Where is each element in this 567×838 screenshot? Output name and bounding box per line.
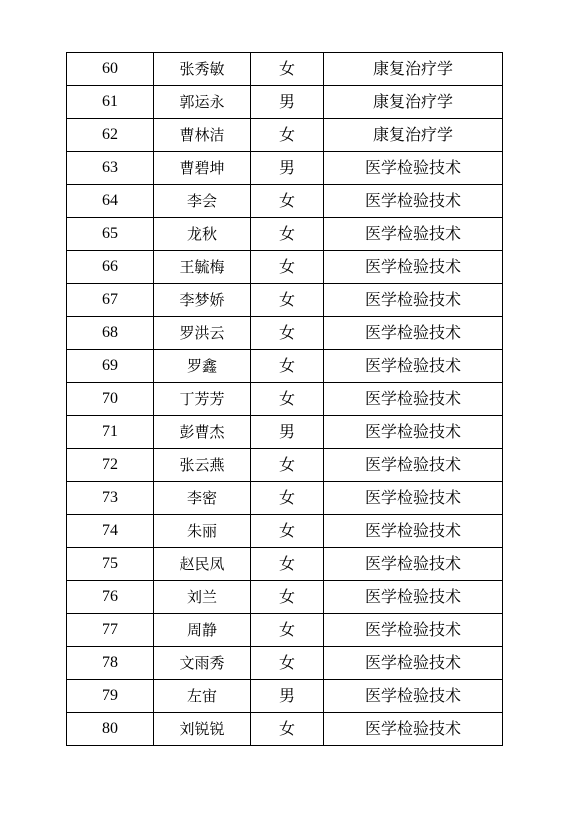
major-cell: 医学检验技术 [324,713,503,746]
table-row [67,515,503,548]
row-number-cell: 60 [67,53,154,86]
gender-cell: 女 [251,647,324,680]
row-number-cell: 77 [67,614,154,647]
gender-cell: 女 [251,548,324,581]
table-row [67,416,503,449]
major-cell: 医学检验技术 [324,647,503,680]
row-number-cell: 63 [67,152,154,185]
table-row [67,185,503,218]
student-name-cell: 丁芳芳 [154,383,251,416]
gender-cell: 女 [251,185,324,218]
major-cell: 医学检验技术 [324,383,503,416]
student-name-cell: 李密 [154,482,251,515]
roster-body [67,53,503,746]
table-row [67,548,503,581]
student-name-cell: 周静 [154,614,251,647]
student-name-cell: 李会 [154,185,251,218]
gender-cell: 男 [251,86,324,119]
major-cell: 医学检验技术 [324,218,503,251]
row-number-cell: 71 [67,416,154,449]
student-name-cell: 彭曹杰 [154,416,251,449]
major-cell: 医学检验技术 [324,317,503,350]
row-number-cell: 68 [67,317,154,350]
student-name-cell: 左宙 [154,680,251,713]
gender-cell: 女 [251,581,324,614]
gender-cell: 男 [251,152,324,185]
row-number-cell: 73 [67,482,154,515]
major-cell: 医学检验技术 [324,416,503,449]
student-name-cell: 张云燕 [154,449,251,482]
gender-cell: 女 [251,350,324,383]
table-row [67,251,503,284]
row-number-cell: 70 [67,383,154,416]
student-name-cell: 龙秋 [154,218,251,251]
table-row [67,218,503,251]
gender-cell: 女 [251,218,324,251]
student-name-cell: 罗鑫 [154,350,251,383]
table-row [67,383,503,416]
row-number-cell: 64 [67,185,154,218]
row-number-cell: 74 [67,515,154,548]
gender-cell: 女 [251,119,324,152]
table-row [67,86,503,119]
student-name-cell: 刘兰 [154,581,251,614]
gender-cell: 女 [251,449,324,482]
row-number-cell: 65 [67,218,154,251]
table-row [67,53,503,86]
table-row [67,482,503,515]
major-cell: 医学检验技术 [324,515,503,548]
table-row [67,581,503,614]
gender-cell: 男 [251,680,324,713]
row-number-cell: 76 [67,581,154,614]
gender-cell: 女 [251,383,324,416]
major-cell: 医学检验技术 [324,548,503,581]
major-cell: 医学检验技术 [324,680,503,713]
student-name-cell: 李梦娇 [154,284,251,317]
gender-cell: 女 [251,317,324,350]
table-row [67,284,503,317]
row-number-cell: 79 [67,680,154,713]
major-cell: 医学检验技术 [324,284,503,317]
row-number-cell: 75 [67,548,154,581]
gender-cell: 女 [251,251,324,284]
student-name-cell: 赵民凤 [154,548,251,581]
table-row [67,317,503,350]
major-cell: 医学检验技术 [324,449,503,482]
gender-cell: 女 [251,614,324,647]
table-row [67,647,503,680]
gender-cell: 女 [251,482,324,515]
major-cell: 康复治疗学 [324,53,503,86]
table-row [67,449,503,482]
major-cell: 医学检验技术 [324,350,503,383]
row-number-cell: 66 [67,251,154,284]
row-number-cell: 61 [67,86,154,119]
gender-cell: 女 [251,53,324,86]
major-cell: 医学检验技术 [324,152,503,185]
student-name-cell: 罗洪云 [154,317,251,350]
student-name-cell: 王毓梅 [154,251,251,284]
row-number-cell: 69 [67,350,154,383]
row-number-cell: 72 [67,449,154,482]
row-number-cell: 78 [67,647,154,680]
major-cell: 康复治疗学 [324,119,503,152]
student-name-cell: 文雨秀 [154,647,251,680]
major-cell: 医学检验技术 [324,581,503,614]
row-number-cell: 62 [67,119,154,152]
table-row [67,713,503,746]
student-name-cell: 朱丽 [154,515,251,548]
student-name-cell: 刘锐锐 [154,713,251,746]
student-name-cell: 张秀敏 [154,53,251,86]
student-roster-table [66,52,503,746]
row-number-cell: 80 [67,713,154,746]
gender-cell: 男 [251,416,324,449]
major-cell: 医学检验技术 [324,614,503,647]
table-row [67,680,503,713]
gender-cell: 女 [251,713,324,746]
table-row [67,350,503,383]
student-name-cell: 曹碧坤 [154,152,251,185]
student-name-cell: 郭运永 [154,86,251,119]
major-cell: 医学检验技术 [324,185,503,218]
table-row [67,119,503,152]
major-cell: 康复治疗学 [324,86,503,119]
major-cell: 医学检验技术 [324,482,503,515]
gender-cell: 女 [251,284,324,317]
row-number-cell: 67 [67,284,154,317]
table-row [67,614,503,647]
student-name-cell: 曹林洁 [154,119,251,152]
table-row [67,152,503,185]
gender-cell: 女 [251,515,324,548]
major-cell: 医学检验技术 [324,251,503,284]
